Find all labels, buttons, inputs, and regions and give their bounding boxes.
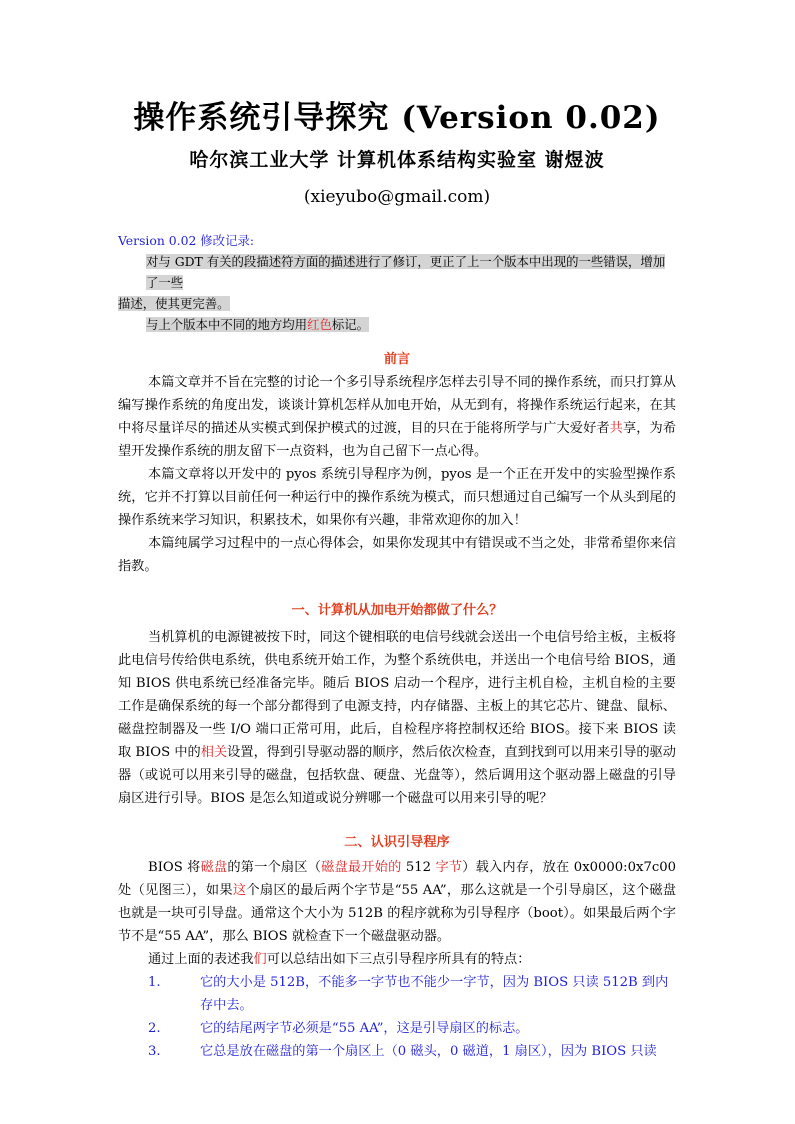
revision-line-2-pre: 与上个版本中不同的地方均用 — [146, 317, 308, 332]
s2-p2-red: 们 — [253, 952, 267, 967]
preface-paragraph-1 — [118, 371, 676, 463]
section-2-paragraph-1 — [118, 856, 676, 948]
s2-red-1: 磁盘 — [200, 860, 228, 875]
s2-p2-text-b: 可以总结出如下三点引导程序所具有的特点： — [266, 952, 531, 967]
boot-features-list — [118, 971, 676, 1063]
list-item-text: 它的结尾两字节必须是“55 AA”，这是引导扇区的标志。 — [200, 1021, 529, 1036]
s2-text-b: 的第一个扇区（ — [227, 860, 322, 875]
list-item — [118, 971, 676, 1017]
author-affiliation: 哈尔滨工业大学 计算机体系结构实验室 谢煜波 — [189, 149, 605, 171]
section-1-heading: 一、计算机从加电开始都做了什么？ — [291, 603, 503, 618]
revision-line-2-red: 红色 — [307, 317, 332, 332]
preface-paragraph-3: 本篇纯属学习过程中的一点心得体会，如果你发现其中有错误或不当之处，非常希望你来信指教。 — [118, 536, 676, 574]
preface-p1-text: 本篇文章并不旨在完整的讨论一个多引导系统程序怎样去引导不同的操作系统，而只打算从编写操作系统的角度出发，谈谈计算机怎样从加电开始，从无到有，将操作系统运行起来，在其中将尽量详尽的描述从实模式到保护模式的过渡，目的只在于能将所学与广大爱好者 — [118, 375, 676, 436]
section-2-heading: 二、认识引导程序 — [344, 835, 450, 850]
s2-text-d: ）载入内存，放在 0x0000:0x7c00 处（见图三），如果 — [118, 860, 677, 898]
s2-text-c: 512 — [401, 860, 436, 875]
author-email: (xieyubo@gmail.com) — [303, 187, 491, 207]
document-title: 操作系统引导探究 (Version 0.02) — [133, 100, 661, 136]
section-2 — [118, 832, 676, 1063]
revision-notes — [118, 230, 676, 335]
preface-p1-red: 共 — [609, 421, 623, 436]
list-item — [118, 1040, 676, 1063]
s2-red-2: 磁盘最开始的 — [321, 860, 402, 875]
s2-text-a: BIOS 将 — [148, 860, 201, 875]
section-1-text-end: 设置，得到引导驱动器的顺序，然后依次检查，直到找到可以用来引导的驱动器（或说可以用来引导的磁盘，包括软盘、硬盘、光盘等），然后调用这个驱动器上磁盘的引导扇区进行引导。BIOS 是怎么知道或说分辨哪一个磁盘可以用来引导的呢？ — [118, 745, 676, 806]
list-item-text: 它总是放在磁盘的第一个扇区上（0 磁头，0 磁道，1 扇区），因为 BIOS 只读 — [200, 1044, 657, 1059]
list-item — [118, 1017, 676, 1040]
preface-p1-text-end: 享，为希望开发操作系统的朋友留下一点资料，也为自己留下一点心得。 — [118, 421, 677, 459]
section-1-paragraph — [118, 626, 676, 810]
section-1-red: 相关 — [200, 745, 228, 760]
section-1-text: 当机算机的电源键被按下时，同这个键相联的电信号线就会送出一个电信号给主板，主板将此电信号传给供电系统，供电系统开始工作，为整个系统供电，并送出一个电信号给 BIOS，通知 BIOS 供电系统已经准备完毕。随后 BIOS 启动一个程序，进行主机自检，主机自检的主要工作是确保系统的每一个部分都得到了电源支持，内存储器、主板上的其它芯片、键盘、鼠标、磁盘控制器及一些 I/O 端口正常可用，此后，自检程序将控制权还给 BIOS。接下来 BIOS 读取 BIOS 中的 — [118, 630, 676, 760]
revision-line-1a: 对与 GDT 有关的段描述符方面的描述进行了修订，更正了上一个版本中出现的一些错误，增加了一些 — [146, 254, 666, 290]
section-1 — [118, 600, 676, 810]
revision-line-1b: 描述，使其更完善。 — [118, 296, 230, 311]
revision-line-2-post: 标记。 — [331, 317, 370, 332]
s2-p2-text-a: 通过上面的表述我 — [148, 952, 254, 967]
preface-heading: 前言 — [383, 352, 411, 367]
s2-red-3: 字节 — [435, 860, 463, 875]
preface-section — [118, 349, 676, 578]
section-2-paragraph-2 — [118, 948, 676, 971]
revision-item-2 — [118, 314, 676, 335]
s2-text-e: 个扇区的最后两个字节是“55 AA”，那么这就是一个引导扇区，这个磁盘也就是一块可引导盘。通常这个大小为 512B 的程序就称为引导程序（boot）。如果最后两个字节不是“55 AA”，那么 BIOS 就检查下一个磁盘驱动器。 — [118, 883, 677, 944]
revision-item-1 — [118, 251, 676, 314]
revision-title: Version 0.02 修改记录: — [118, 233, 255, 248]
document-page — [118, 0, 676, 1063]
list-item-number: 2. — [148, 1021, 161, 1036]
s2-red-4: 这 — [232, 883, 247, 898]
list-item-number: 1. — [148, 975, 161, 990]
preface-paragraph-2: 本篇文章将以开发中的 pyos 系统引导程序为例，pyos 是一个正在开发中的实验型操作系统，它并不打算以目前任何一种运行中的操作系统为模式，而只想通过自己编写一个从头到尾的操作系统来学习知识，积累技术，如果你有兴趣，非常欢迎你的加入！ — [118, 467, 676, 528]
list-item-text: 它的大小是 512B，不能多一字节也不能少一字节，因为 BIOS 只读 512B 到内存中去。 — [200, 975, 669, 1013]
list-item-number: 3. — [148, 1044, 161, 1059]
